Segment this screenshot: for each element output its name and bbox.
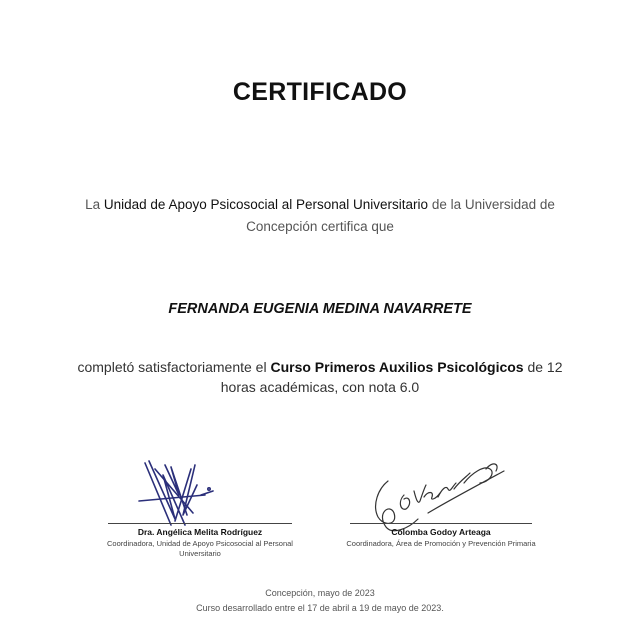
completion-suffix: de 12 horas académicas, con nota 6.0 <box>220 359 563 395</box>
completion-paragraph <box>70 357 570 397</box>
intro-prefix: La <box>85 197 104 212</box>
intro-suffix: de la Universidad de Concepción certifica que <box>246 197 555 234</box>
signatory-right-role: Coordinadora, Área de Promoción y Prevención Primaria <box>346 539 536 548</box>
signature-line-right <box>350 523 532 524</box>
recipient-name: FERNANDA EUGENIA MEDINA NAVARRETE <box>168 301 472 317</box>
certificate-title: CERTIFICADO <box>232 78 408 106</box>
course-name: Curso Primeros Auxilios Psicológicos <box>270 359 524 375</box>
signatory-left-name: Dra. Angélica Melita Rodríguez <box>137 527 263 537</box>
signatory-left-role: Coordinadora, Unidad de Apoyo Psicosocial al Personal Universitario <box>107 539 293 558</box>
intro-paragraph <box>60 194 580 238</box>
issuing-unit: Unidad de Apoyo Psicosocial al Personal Universitario <box>103 197 429 212</box>
signatory-right-name: Colomba Godoy Arteaga <box>391 527 491 537</box>
course-period: Curso desarrollado entre el 17 de abril a 19 de mayo de 2023. <box>196 603 444 613</box>
completion-prefix: completó satisfactoriamente el <box>77 359 271 375</box>
place-date: Concepción, mayo de 2023 <box>265 588 375 598</box>
signature-line-left <box>108 523 292 524</box>
